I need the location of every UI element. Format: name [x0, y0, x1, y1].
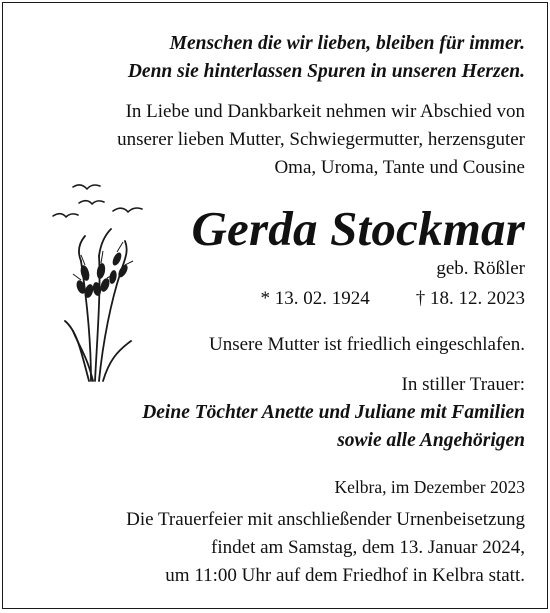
mourners-line-2: sowie alle Angehörigen	[337, 430, 525, 451]
intro-line-2: unserer lieben Mutter, Schwiegermutter, herzensguter	[117, 129, 525, 150]
mourners-heading: In stiller Trauer:	[401, 374, 525, 395]
verse-line-1: Menschen die wir lieben, bleiben für immer.	[169, 33, 525, 54]
birds-icon	[53, 185, 142, 217]
mourners-line-1: Deine Töchter Anette und Juliane mit Familien	[142, 402, 525, 423]
death-date: † 18. 12. 2023	[415, 288, 525, 309]
verse-line-2: Denn sie hinterlassen Spuren in unseren Herzen.	[127, 61, 525, 82]
funeral-line-3: um 11:00 Uhr auf dem Friedhof in Kelbra statt.	[165, 565, 525, 586]
intro-line-3: Oma, Uroma, Tante und Cousine	[274, 157, 525, 178]
funeral-line-2: findet am Samstag, dem 13. Januar 2024,	[211, 537, 525, 558]
intro-line-1: In Liebe und Dankbarkeit nehmen wir Abschied von	[125, 101, 525, 122]
place-date: Kelbra, im Dezember 2023	[334, 477, 525, 497]
life-dates	[261, 288, 526, 310]
birds-and-grain-icon	[51, 181, 151, 391]
maiden-name: geb. Rößler	[436, 258, 525, 279]
obituary-card	[2, 2, 548, 609]
grain-stalks-icon	[65, 229, 131, 381]
deceased-name: Gerda Stockmar	[191, 201, 525, 256]
birth-date: * 13. 02. 1924	[260, 288, 370, 309]
statement-text: Unsere Mutter ist friedlich eingeschlafen.	[208, 334, 525, 355]
funeral-line-1: Die Trauerfeier mit anschließender Urnenbeisetzung	[126, 509, 525, 530]
